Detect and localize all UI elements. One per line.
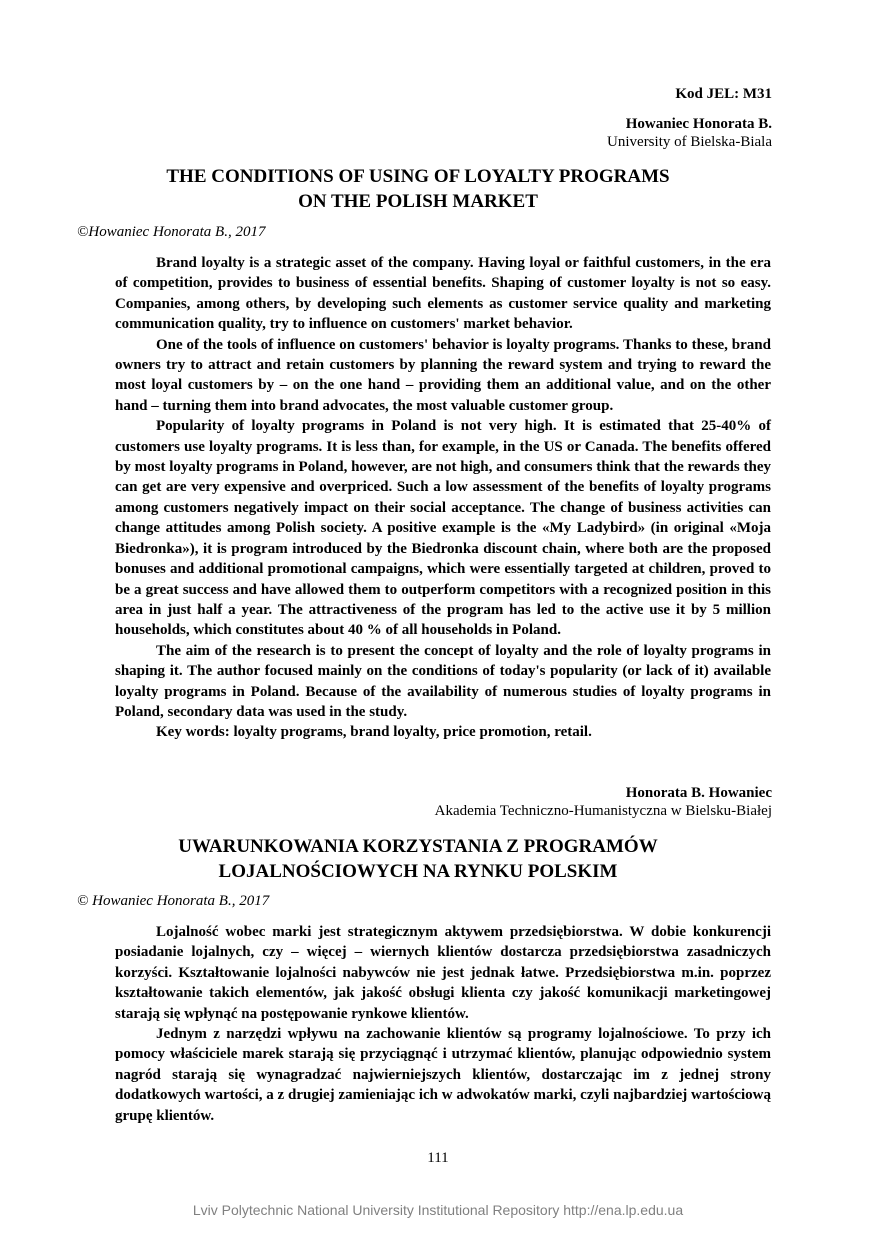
- abstract-en-paragraph: The aim of the research is to present the concept of loyalty and the role of loyalty programs in shaping it. The author focused mainly on the conditions of today's popularity (or lack of it) available loyalty programs in Poland. Because of the availability of numerous studies of loyalty programs in Poland, secondary data was used in the study.: [115, 642, 771, 720]
- abstract-pl: [115, 922, 771, 1126]
- page-number: 111: [427, 1150, 449, 1166]
- author-name-pl: Honorata B. Howaniec: [625, 785, 772, 801]
- abstract-pl-paragraph: Jednym z narzędzi wpływu na zachowanie klientów są programy lojalnościowe. To przy ich pomocy właściciele marek starają się przyciągnąć i utrzymać klientów, planując odpowiednio system nagród starają się wynagradzać najwierniejszych klientów, dostarczając im z jednej strony dodatkowych wartości, a z drugiej zamieniając ich w adwokatów marki, czyli najbardziej wartościową grupę klientów.: [115, 1026, 771, 1124]
- copyright-pl: © Howaniec Honorata B., 2017: [77, 893, 270, 909]
- repository-footer: Lviv Polytechnic National University Institutional Repository http://ena.lp.edu.ua: [192, 1202, 684, 1218]
- abstract-pl-paragraph: Lojalność wobec marki jest strategicznym aktywem przedsiębiorstwa. W dobie konkurencji posiadanie lojalnych, czy – więcej – wiernych klientów dostarcza przedsiębiorstwa zasadniczych korzyści. Kształtowanie lojalności nabywców nie jest jednak łatwe. Przedsiębiorstwa m.in. poprzez kształtowanie takich elementów, jak jakość obsługi klienta czy jakość komunikacji marketingowej starają się wpłynąć na postępowanie rynkowe klientów.: [115, 924, 771, 1022]
- abstract-en-paragraph: Brand loyalty is a strategic asset of the company. Having loyal or faithful customers, in the era of competition, provides to business of essential benefits. Shaping of customer loyalty is not so easy. Companies, among others, by developing such elements as customer service quality and marketing communication quality, try to influence on customers' market behavior.: [115, 255, 771, 333]
- abstract-en-paragraph: Popularity of loyalty programs in Poland is not very high. It is estimated that 25-40% of customers use loyalty programs. It is less than, for example, in the US or Canada. The benefits offered by most loyalty programs in Poland, however, are not high, and consumers think that the rewards they can get are very expensive and overpriced. Such a low assessment of the benefits of loyalty programs among customers negatively impact on their social acceptance. The change of business activities can change attitudes among Polish society. A positive example is the «My Ladybird» (in original «Moja Biedronka»), it is program introduced by the Biedronka discount chain, where both are the proposed bonuses and additional promotional campaigns, which were essentially targeted at children, proved to be a great success and have allowed them to outperform competitors with a recognized position in this area in just half a year. The attractiveness of the program has led to the active use it by 5 million households, which constitutes about 40 % of all households in Poland.: [115, 418, 771, 639]
- paper-title-en: [117, 164, 719, 214]
- abstract-en-paragraph: One of the tools of influence on customers' behavior is loyalty programs. Thanks to these, brand owners try to attract and retain customers by planning the reward system and trying to reward the most loyal customers by – on the one hand – providing them an additional value, and on the other hand – turning them into brand advocates, the most valuable customer group.: [115, 336, 771, 414]
- paper-title-pl: [117, 834, 719, 884]
- title-en-line2: ON THE POLISH MARKET: [298, 191, 538, 212]
- affiliation-pl: Akademia Techniczno-Humanistyczna w Bielsku-Białej: [434, 803, 772, 819]
- abstract-en: [115, 253, 771, 743]
- title-pl-line2: LOJALNOŚCIOWYCH NA RYNKU POLSKIM: [218, 861, 618, 882]
- affiliation-en: University of Bielska-Biala: [607, 134, 772, 150]
- copyright-en: ©Howaniec Honorata B., 2017: [77, 224, 266, 240]
- author-name-en: Howaniec Honorata B.: [625, 116, 772, 132]
- keywords-en: Key words: loyalty programs, brand loyalty, price promotion, retail.: [156, 724, 592, 741]
- title-en-line1: THE CONDITIONS OF USING OF LOYALTY PROGRAMS: [166, 166, 670, 187]
- jel-code: Kod JEL: M31: [675, 86, 772, 102]
- title-pl-line1: UWARUNKOWANIA KORZYSTANIA Z PROGRAMÓW: [178, 836, 658, 857]
